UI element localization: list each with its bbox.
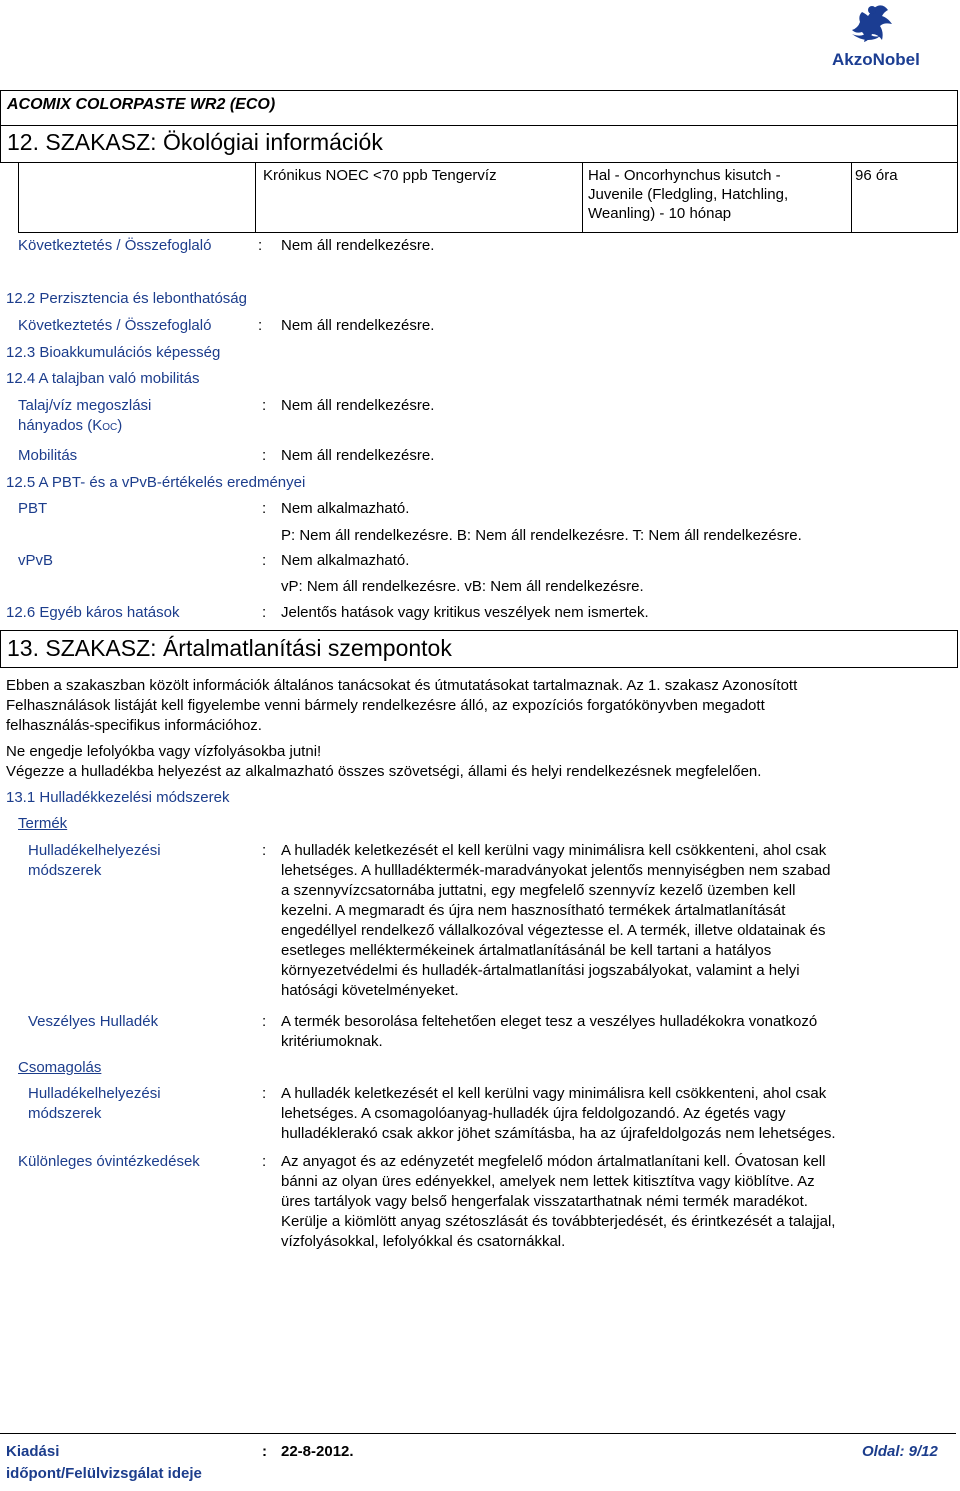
subsection-13-1-heading: 13.1 Hulladékkezelési módszerek — [6, 789, 230, 806]
mobility-label: Mobilitás — [18, 447, 78, 464]
disposal-label: Hulladékelhelyezési — [28, 842, 161, 859]
section-13-heading: 13. SZAKASZ: Ártalmatlanítási szempontok — [7, 635, 452, 661]
vpvb-label: vPvB — [18, 552, 54, 569]
packaging-line: hulladéklerakó csak akkor jöhet számításba, ha az újrafeldolgozás nem lehetséges. — [281, 1125, 836, 1142]
colon: : — [262, 552, 267, 569]
subsection-12-4-heading: 12.4 A talajban való mobilitás — [6, 370, 200, 387]
conclusion-value: Nem áll rendelkezésre. — [281, 317, 435, 334]
colon: : — [262, 1085, 267, 1102]
precautions-line: Kerülje a kiömlött anyag szétoszlását és továbbterjedését, és érintkezését a talajjal, — [281, 1213, 836, 1230]
mobility-value: Nem áll rendelkezésre. — [281, 447, 435, 464]
disposal-line: kezelni. A megmaradt és újra nem hasznosítható termékek ártalmatlanítását — [281, 902, 786, 919]
precautions-text — [281, 1152, 956, 1252]
pbt-label: PBT — [18, 500, 48, 517]
table-divider — [851, 162, 852, 232]
pbt-value: Nem alkalmazható. — [281, 500, 410, 517]
disposal-line: hatósági követelményeket. — [281, 982, 459, 999]
subsection-12-3-heading: 12.3 Bioakkumulációs képesség — [6, 344, 221, 361]
conclusion-label: Következtetés / Összefoglaló — [18, 317, 212, 334]
disposal-text — [281, 841, 956, 1001]
conclusion-value: Nem áll rendelkezésre. — [281, 237, 435, 254]
hazardous-waste-text — [281, 1012, 956, 1052]
precautions-line: vízfolyásokkal, lefolyókkal és csatornákkal. — [281, 1233, 566, 1250]
species-line: Hal - Oncorhynchus kisutch - — [588, 167, 781, 184]
footer-date: 22-8-2012. — [281, 1443, 354, 1460]
colon: : — [262, 842, 267, 859]
koc-label: Talaj/víz megoszlási — [18, 397, 152, 414]
footer-divider — [0, 1433, 956, 1434]
vpvb-detail: vP: Nem áll rendelkezésre. vB: Nem áll rendelkezésre. — [281, 578, 644, 595]
warning-line: Ne engedje lefolyókba vagy vízfolyásokba jutni! — [6, 743, 322, 760]
subsection-12-6-label: 12.6 Egyéb káros hatások — [6, 604, 180, 621]
colon: : — [262, 604, 267, 621]
disposal-line: lehetséges. A hullladéktermék-maradványokat jelentős mennyiségben nem szabad — [281, 862, 831, 879]
packaging-disposal-label: módszerek — [28, 1105, 102, 1122]
subsection-12-2-heading: 12.2 Perzisztencia és lebonthatóság — [6, 290, 247, 307]
packaging-line: A hulladék keletkezését el kell kerülni vagy minimálisra kell csökkenteni, ahol csak — [281, 1085, 827, 1102]
colon: : — [262, 447, 267, 464]
akzonobel-wordmark: AkzoNobel — [832, 50, 920, 69]
disposal-line: engedéllyel rendelkező vállalkozóval végeztesse el. A termék, illetve oldatainak és — [281, 922, 826, 939]
colon: : — [262, 500, 267, 517]
warning-line: Végezze a hulladékba helyezést az alkalmazható összes szövetségi, állami és helyi rendelkezésnek megfelelően. — [6, 763, 762, 780]
species-cell — [588, 166, 788, 223]
table-divider — [255, 162, 256, 232]
other-effects-value: Jelentős hatások vagy kritikus veszélyek nem ismertek. — [281, 604, 649, 621]
precautions-line: bánni az olyan üres edényekkel, amelyek nem lettek kitisztítva vagy kiöblítve. Az — [281, 1173, 815, 1190]
toxicity-table-row — [18, 162, 958, 233]
table-divider — [582, 162, 583, 232]
footer-colon: : — [262, 1443, 267, 1460]
precautions-label: Különleges óvintézkedések — [18, 1153, 200, 1170]
section-12-heading: 12. SZAKASZ: Ökológiai információk — [7, 129, 383, 155]
product-title-bar — [0, 90, 958, 126]
colon: : — [262, 1153, 267, 1170]
disposal-line: esetleges melléktermékeinek ártalmatlanításánál be kell tartani a hatályos — [281, 942, 772, 959]
conclusion-label: Következtetés / Összefoglaló — [18, 237, 212, 254]
product-label: Termék — [18, 815, 68, 832]
page-number: Oldal: 9/12 — [862, 1443, 938, 1460]
product-name: ACOMIX COLORPASTE WR2 (ECO) — [7, 96, 276, 113]
packaging-disposal-text — [281, 1084, 956, 1144]
disposal-line: A hulladék keletkezését el kell kerülni vagy minimálisra kell csökkenteni, ahol csak — [281, 842, 827, 859]
koc-value: Nem áll rendelkezésre. — [281, 397, 435, 414]
precautions-line: üres tartályok vagy belső hengerfalak visszatarthatnak némi termék maradékot. — [281, 1193, 808, 1210]
disposal-line: a szennyvízcsatornába juttatni, egy megfelelő szennyvíz kezelő üzemben kell — [281, 882, 796, 899]
hazardous-waste-label: Veszélyes Hulladék — [28, 1013, 159, 1030]
packaging-label: Csomagolás — [18, 1059, 102, 1076]
packaging-disposal-label: Hulladékelhelyezési — [28, 1085, 161, 1102]
disposal-label: módszerek — [28, 862, 102, 879]
hazardous-line: kritériumoknak. — [281, 1033, 383, 1050]
footer-label: időpont/Felülvizsgálat ideje — [6, 1465, 202, 1482]
species-line: Weanling) - 10 hónap — [588, 205, 732, 222]
test-result-cell: Krónikus NOEC <70 ppb Tengervíz — [263, 167, 497, 184]
koc-label: hányados (KOC) — [18, 417, 123, 434]
exposure-cell: 96 óra — [855, 167, 898, 184]
disposal-line: környezetvédelmi és hulladék-ártalmatlanítási jogszabályokat, valamint a helyi — [281, 962, 800, 979]
colon: : — [262, 1013, 267, 1030]
colon: : — [262, 397, 267, 414]
packaging-line: lehetséges. A csomagolóanyag-hulladék újra feldolgozandó. Az égetés vagy — [281, 1105, 786, 1122]
conclusion-colon: : — [258, 317, 263, 334]
conclusion-colon: : — [258, 237, 263, 254]
precautions-line: Az anyagot és az edényzetét megfelelő módon ártalmatlanítani kell. Óvatosan kell — [281, 1153, 826, 1170]
pbt-detail: P: Nem áll rendelkezésre. B: Nem áll rendelkezésre. T: Nem áll rendelkezésre. — [281, 527, 802, 544]
intro-line: Ebben a szakaszban közölt információk általános tanácsokat és útmutatásokat tartalmaznak. Az 1. szakasz Azonosított — [6, 677, 798, 694]
section-12-header — [0, 124, 958, 163]
footer-label: Kiadási — [6, 1443, 60, 1460]
intro-line: felhasználás-specifikus információhoz. — [6, 717, 262, 734]
species-line: Juvenile (Fledgling, Hatchling, — [588, 186, 789, 203]
section-13-intro — [6, 676, 956, 736]
subsection-12-5-heading: 12.5 A PBT- és a vPvB-értékelés eredményei — [6, 474, 306, 491]
intro-line: Felhasználások listáját kell figyelembe venni bármely rendelkezésre álló, az expozíciós forgatókönyvben megadott — [6, 697, 765, 714]
section-13-header — [0, 630, 958, 668]
hazardous-line: A termék besorolása feltehetően eleget tesz a veszélyes hulladékokra vonatkozó — [281, 1013, 818, 1030]
vpvb-value: Nem alkalmazható. — [281, 552, 410, 569]
